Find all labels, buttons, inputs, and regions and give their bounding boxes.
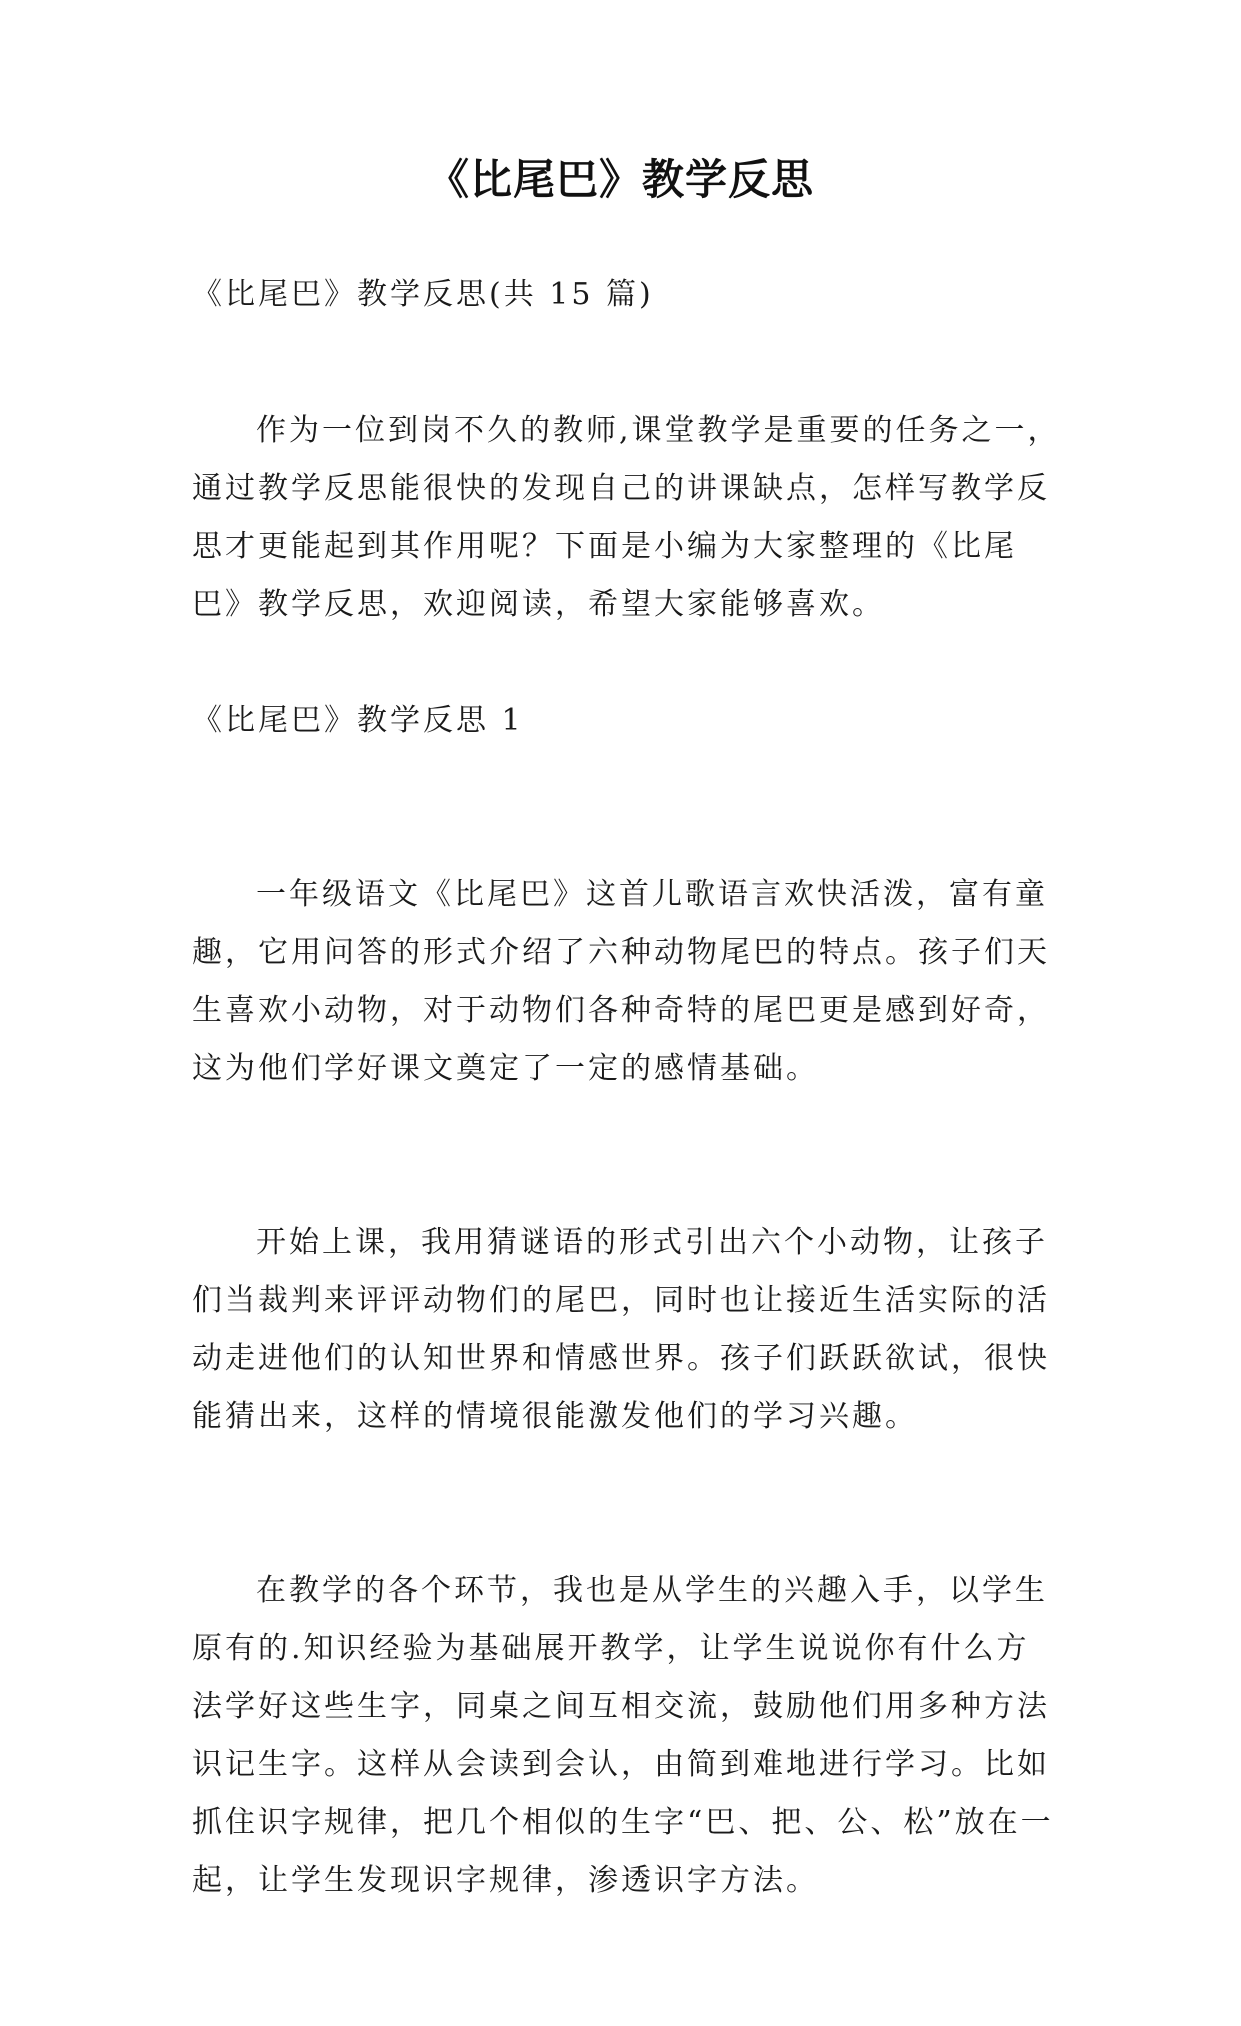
document-title: 《比尾巴》教学反思 bbox=[426, 155, 814, 204]
section-heading: 《比尾巴》教学反思 1 bbox=[192, 703, 524, 738]
body-paragraph: 开始上课，我用猜谜语的形式引出六个小动物，让孩子们当裁判来评评动物们的尾巴，同时也让接近生活实际的活动走进他们的认知世界和情感世界。孩子们跃跃欲试，很快能猜出来，这样的情境很能激发他们的学习兴趣。 bbox=[192, 1225, 1050, 1434]
body-paragraph: 在教学的各个环节，我也是从学生的兴趣入手，以学生原有的.知识经验为基础展开教学，让学生说说你有什么方法学好这些生字，同桌之间互相交流，鼓励他们用多种方法识记生字。这样从会读到会认，由简到难地进行学习。比如抓住识字规律，把几个相似的生字“巴、把、公、松”放在一起，让学生发现识字规律，渗透识字方法。 bbox=[192, 1573, 1054, 1898]
section-body bbox=[192, 750, 1062, 2026]
body-paragraph: 一年级语文《比尾巴》这首儿歌语言欢快活泼，富有童趣，它用问答的形式介绍了六种动物尾巴的特点。孩子们天生喜欢小动物，对于动物们各种奇特的尾巴更是感到好奇，这为他们学好课文奠定了一定的感情基础。 bbox=[192, 877, 1050, 1086]
intro-paragraph: 作为一位到岗不久的教师,课堂教学是重要的任务之一，通过教学反思能很快的发现自己的讲课缺点，怎样写教学反思才更能起到其作用呢？下面是小编为大家整理的《比尾巴》教学反思，欢迎阅读，希望大家能够喜欢。 bbox=[192, 413, 1061, 622]
document-subtitle: 《比尾巴》教学反思(共 15 篇) bbox=[192, 277, 654, 312]
